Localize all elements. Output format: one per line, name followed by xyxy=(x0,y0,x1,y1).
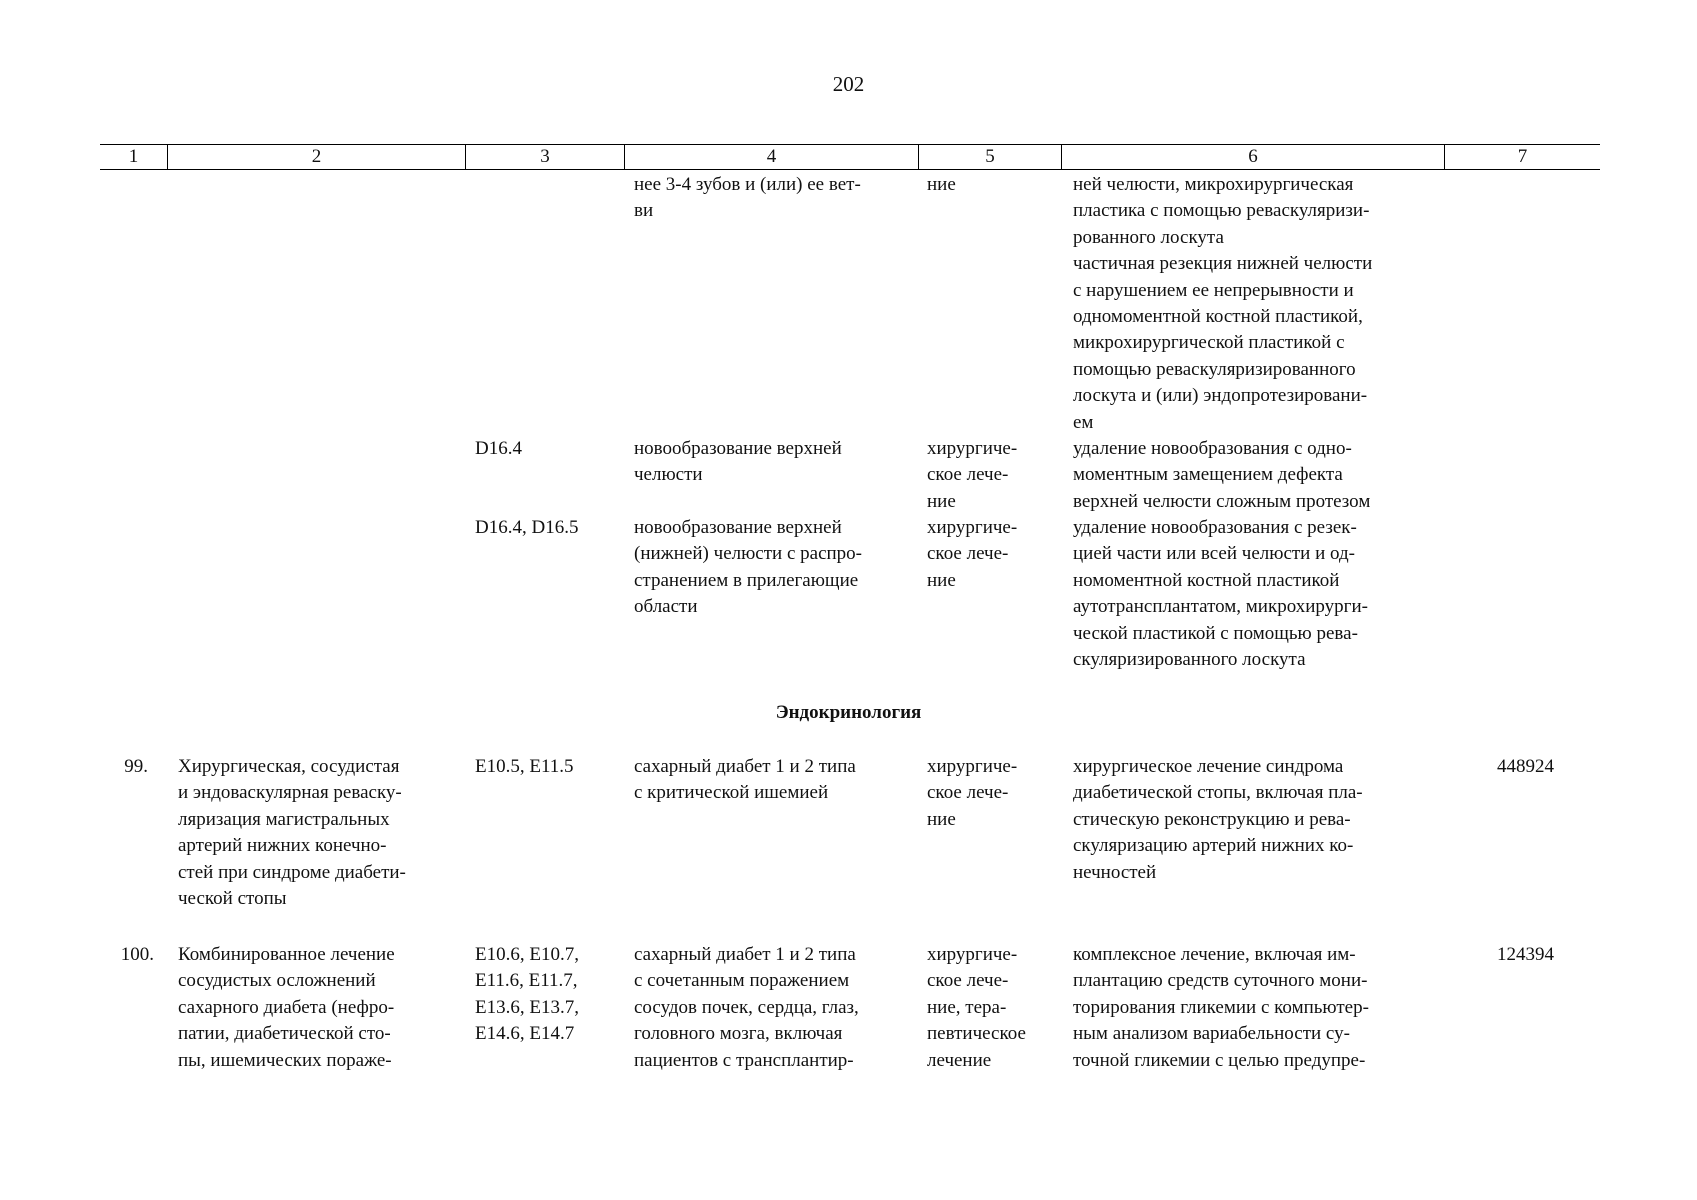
header-col-7: 7 xyxy=(1444,145,1600,169)
header-col-3: 3 xyxy=(465,145,624,169)
table-row-treatment-type: хирургиче- ское лече- ние xyxy=(927,517,1018,591)
section-title: Эндокринология xyxy=(775,702,922,723)
row-name: Комбинированное лечение сосудистых осложнений сахарного диабета (нефро- патии, диабетической сто- пы, ишемических пораже- xyxy=(178,944,395,1071)
continuation-diagnosis: нее 3-4 зубов и (или) ее вет- ви xyxy=(634,174,861,222)
header-col-5: 5 xyxy=(918,145,1061,169)
row-codes: E10.5, E11.5 xyxy=(475,756,574,777)
page-number: 202 xyxy=(832,72,865,96)
row-cost: 448924 xyxy=(1497,756,1554,777)
continuation-method: ней челюсти, микрохирургическая пластика с помощью реваскуляризи- рованного лоскута частичная резекция нижней челюсти с нарушением ее непрерывности и одномоментной костной пластикой, микрохирургической пластикой с помощью реваскуляризированного лоскута и (или) эндопротезировани- ем xyxy=(1073,174,1373,433)
row-codes: E10.6, E10.7, E11.6, E11.7, E13.6, E13.7, E14.6, E14.7 xyxy=(475,944,579,1045)
table-row-method: удаление новообразования с резек- цией части или всей челюсти и од- номоментной костной пластикой аутотрансплантатом, микрохирурги- ческой пластикой с помощью рева- скуляризированного лоскута xyxy=(1073,517,1368,671)
row-cost: 124394 xyxy=(1497,944,1554,965)
header-col-4: 4 xyxy=(624,145,918,169)
table-row-treatment-type: хирургиче- ское лече- ние xyxy=(927,438,1018,512)
row-method: комплексное лечение, включая им- плантацию средств суточного мони- торирования гликемии с компьютер- ным анализом вариабельности су- точной гликемии с целью предупре- xyxy=(1073,944,1369,1071)
header-col-1: 1 xyxy=(128,146,139,167)
header-col-2: 2 xyxy=(167,145,465,169)
table-row-diagnosis: новообразование верхней (нижней) челюсти с распро- странением в прилегающие области xyxy=(634,517,862,618)
table-row-codes: D16.4, D16.5 xyxy=(475,517,579,538)
row-name: Хирургическая, сосудистая и эндоваскулярная реваску- ляризация магистральных артерий нижних конечно- стей при синдроме диабети- ческой стопы xyxy=(178,756,406,910)
row-treatment-type: хирургиче- ское лече- ние xyxy=(927,756,1018,830)
table-header xyxy=(100,144,1600,170)
header-col-6: 6 xyxy=(1061,145,1444,169)
continuation-treatment-type: ние xyxy=(927,174,956,195)
row-treatment-type: хирургиче- ское лече- ние, тера- певтическое лечение xyxy=(927,944,1026,1071)
row-method: хирургическое лечение синдрома диабетической стопы, включая пла- стическую реконструкцию и рева- скуляризацию артерий нижних ко- нечностей xyxy=(1073,756,1363,883)
table-row-codes: D16.4 xyxy=(475,438,522,459)
row-number: 100. xyxy=(120,944,154,965)
row-number: 99. xyxy=(124,756,148,777)
table-row-method: удаление новообразования с одно- моментным замещением дефекта верхней челюсти сложным протезом xyxy=(1073,438,1371,512)
table-row-diagnosis: новообразование верхней челюсти xyxy=(634,438,842,486)
row-diagnosis: сахарный диабет 1 и 2 типа с критической ишемией xyxy=(634,756,856,804)
row-diagnosis: сахарный диабет 1 и 2 типа с сочетанным поражением сосудов почек, сердца, глаз, головного мозга, включая пациентов с трансплантир- xyxy=(634,944,859,1071)
